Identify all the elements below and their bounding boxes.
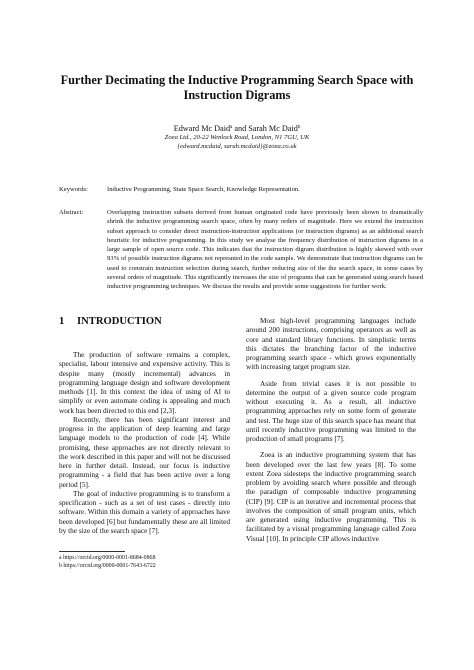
affiliation: Zoea Ltd., 20-22 Wenlock Road, London, N1 7GU, UK: [164, 134, 310, 141]
footnote: a https://orcid.org/0000-0001-8684-0868: [59, 555, 156, 561]
paper-title-line-2: Instruction Digrams: [183, 88, 291, 102]
section-title: INTRODUCTION: [77, 316, 162, 327]
author-separator: and: [232, 124, 249, 133]
abstract-text: Overlapping instruction subsets derived from human originated code have previously been shown to dramatically shrink the inductive programming search space, often by many orders of magnitude. Here we extend the instruction subset approach to consider direct instruction-instruction applications (or instruction digrams) as an additional search heuristic for inductive programming. In this study we analyse the frequency distribution of instruction digrams in a large sample of open source code. This indicates that the instruction digram distribution is highly skewed with over 93% of possible instruction digrams not represnted in the code sample. We demonstrate that instruction digrams can be used to constrain instruction selection during search, further reducing size of the the search space, in some cases by several orders of magnitude. This significantly increases the size of programs that can be generated using search based inductive programming techniques. We discuss the results and provide some suggestions for further work.: [107, 209, 423, 291]
author-block: [40, 123, 434, 151]
paper-title-line-1: Further Decimating the Inductive Programming Search Space with: [60, 73, 414, 87]
abstract-label: Abstract:: [59, 209, 84, 216]
body-paragraph: Aside from trivial cases it is not possible to determine the output of a given source code program without executing it. As a result, all inductive programming approaches rely on some form of generate and test. The huge size of this search space has meant that until recently inductive programming was limited to the production of small programs [7].: [246, 378, 416, 443]
author-emails: {edward.mcdaid, sarah.mcdaid}@zoea.co.uk: [177, 142, 297, 150]
paper-title: [40, 73, 434, 103]
author-name: Edward Mc Daid: [173, 124, 231, 133]
right-column: [246, 316, 416, 543]
section-heading: [59, 316, 230, 328]
section-number: 1: [59, 316, 65, 327]
body-paragraph: Recently, there has been significant interest and progress in the application of deep learning and large language models to the production of code [4]. While promising, these approaches are not directly relevant to the work described in this paper and will not be discussed here in further detail. Instead, our focus is inductive programming - a field that has been active over a long period [5].: [59, 414, 230, 489]
footnote-divider: [59, 551, 125, 552]
body-paragraph: The production of software remains a complex, specialist, labour intensive and expensive activity. This is despite many (mostly incremental) advances in programming language design and software development methods [1]. In this context the idea of using of AI to simplify or even automate coding is appealing and much work has been directed to this end [2,3].: [59, 350, 230, 415]
left-column: [59, 316, 230, 570]
author-name: Sarah Mc Daid: [248, 124, 298, 133]
body-paragraph: The goal of inductive programming is to transform a specification - such as a set of test cases - directly into software. Within this domain a variety of approaches have been developed [6] but fundamentally these are all limited by the size of the search space [7].: [59, 488, 230, 535]
keywords-text: Inductive Programming, State Space Search, Knowledge Representation.: [107, 186, 300, 193]
author-footnote-mark: a: [230, 125, 233, 130]
keywords-label: Keywords:: [59, 186, 88, 193]
author-footnote-mark: b: [297, 125, 301, 130]
body-paragraph: Zoea is an inductive programming system that has been developed over the last few years [8]. To some extent Zoea sidesteps the inductive programming search problem by avoiding search where possible and through the paradigm of composable inductive programming (CIP) [9]. CIP is an iterative and incremental process that involves the composition of small program units, which are generated using inductive programming. This is facilitated by a visual programming language called Zoea Visual [10]. In principle CIP allows inductive: [246, 450, 416, 543]
footnote: b https://orcid.org/0000-0001-7643-6722: [59, 563, 156, 569]
body-paragraph: Most high-level programming languages include around 200 instructions, comprising operators as well as core and standard library functions. In simplistic terms this dictates the branching factor of the inductive programming search space - which grows exponentially with increasing target program size.: [246, 316, 416, 372]
